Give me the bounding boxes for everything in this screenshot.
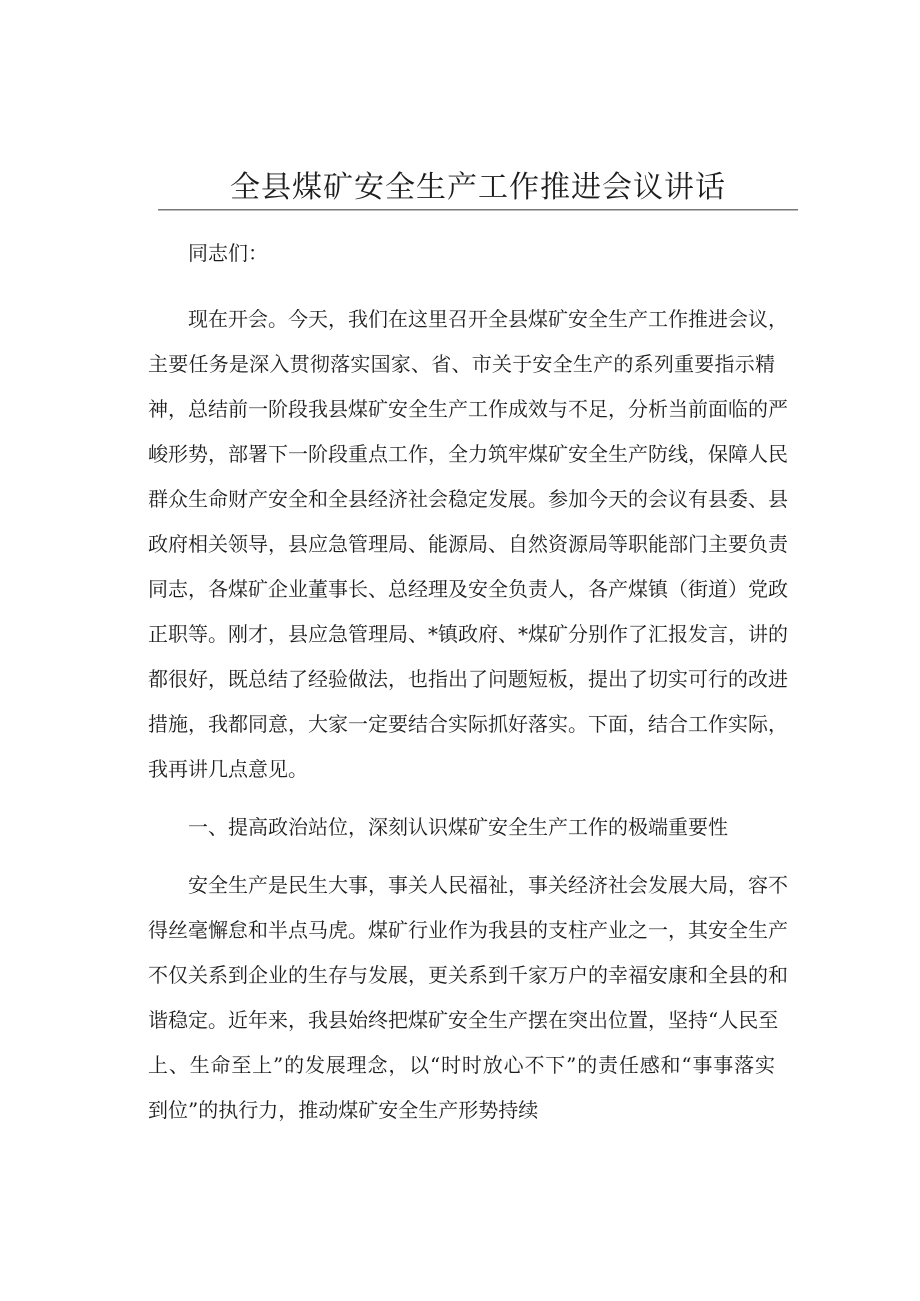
text-line: 政府相关领导，县应急管理局、能源局、自然资源局等职能部门主要负责 <box>148 532 788 556</box>
text-line: 峻形势，部署下一阶段重点工作，全力筑牢煤矿安全生产防线，保障人民 <box>148 442 788 466</box>
text-line: 安全生产是民生大事，事关人民福祉，事关经济社会发展大局，容不 <box>188 873 788 897</box>
text-line: 现在开会。今天，我们在这里召开全县煤矿安全生产工作推进会议， <box>188 307 788 331</box>
text-line: 我再讲几点意见。 <box>148 757 308 781</box>
text-line: 都很好，既总结了经验做法，也指出了问题短板，提出了切实可行的改进 <box>148 667 788 691</box>
text-line: 同志，各煤矿企业董事长、总经理及安全负责人，各产煤镇（街道）党政 <box>148 577 788 601</box>
document-title: 全县煤矿安全生产工作推进会议讲话 <box>230 170 726 205</box>
text-line: 群众生命财产安全和全县经济社会稳定发展。参加今天的会议有县委、县 <box>148 487 788 511</box>
title-underline <box>158 209 798 211</box>
text-line: 神，总结前一阶段我县煤矿安全生产工作成效与不足，分析当前面临的严 <box>148 397 788 421</box>
text-line: 措施，我都同意，大家一定要结合实际抓好落实。下面，结合工作实际， <box>148 712 788 736</box>
salutation: 同志们： <box>188 241 268 265</box>
section-heading-1: 一、提高政治站位，深刻认识煤矿安全生产工作的极端重要性 <box>188 815 728 839</box>
text-line: 到位”的执行力，推动煤矿安全生产形势持续 <box>148 1098 539 1122</box>
text-line: 主要任务是深入贯彻落实国家、省、市关于安全生产的系列重要指示精 <box>148 352 775 376</box>
text-line: 谐稳定。近年来，我县始终把煤矿安全生产摆在突出位置，坚持“人民至 <box>148 1008 779 1032</box>
text-line: 正职等。刚才，县应急管理局、*镇政府、*煤矿分别作了汇报发言，讲的 <box>148 622 788 646</box>
text-line: 上、生命至上”的发展理念，以“时时放心不下”的责任感和“事事落实 <box>148 1053 775 1077</box>
text-line: 不仅关系到企业的生存与发展，更关系到千家万户的幸福安康和全县的和 <box>148 963 788 987</box>
text-line: 得丝毫懈怠和半点马虎。煤矿行业作为我县的支柱产业之一，其安全生产 <box>148 918 788 942</box>
